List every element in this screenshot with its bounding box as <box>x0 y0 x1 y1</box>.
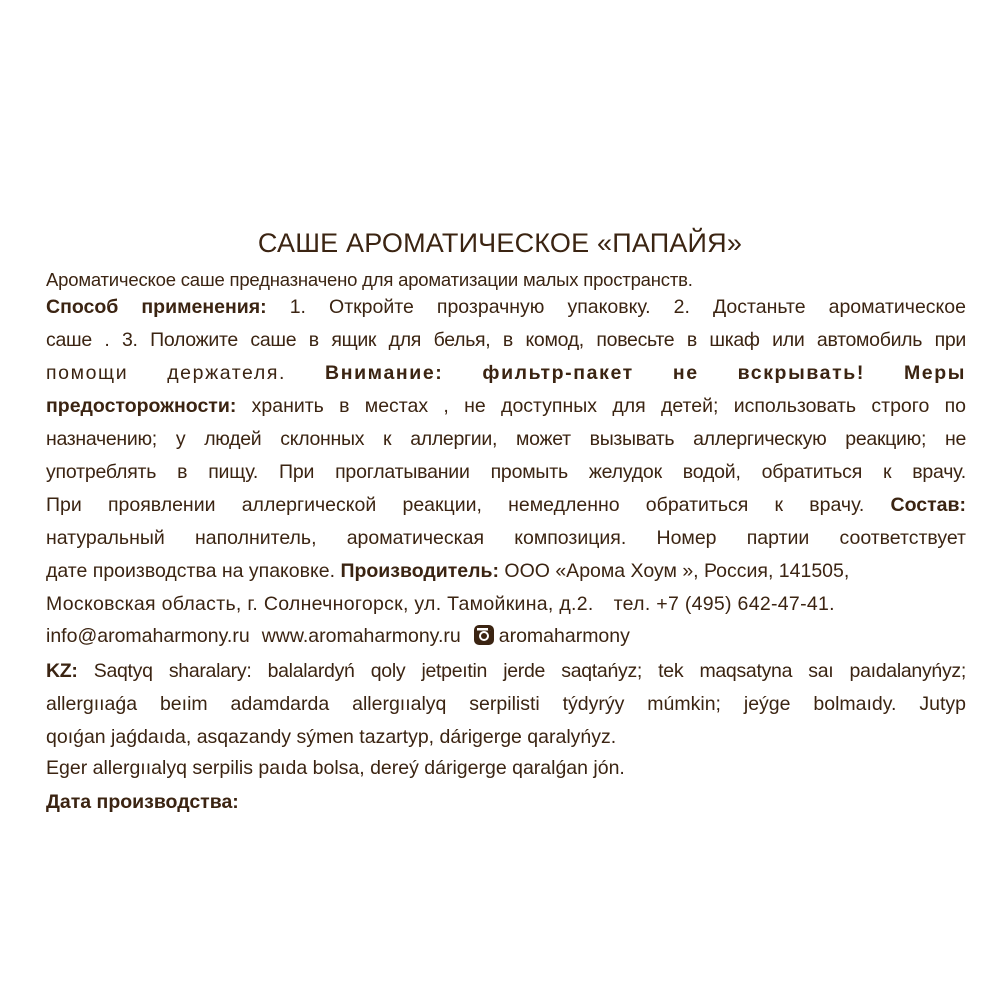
manufacturer-line-2: Московская область, г. Солнечногорск, ул. Тамойкина, д.2. тел. +7 (495) 642-47-41. <box>46 593 835 615</box>
warning-line-2: назначению; у людей склонных к аллергии, может вызывать аллергическую реакцию; не <box>46 428 966 450</box>
warning-line-1: предосторожности: хранить в местах , не доступных для детей; использовать строго по <box>46 395 966 417</box>
kz-line-1: KZ: Saqtyq sharalary: balalardyń qoly jetpeıtin jerde saqtańyz; tek maqsatyna saı paıdalanyńyz; <box>46 660 966 682</box>
page-title: САШЕ АРОМАТИЧЕСКОЕ «ПАПАЙЯ» <box>257 228 743 258</box>
usage-line-2: саше . 3. Положите саше в ящик для белья, в комод, повесьте в шкаф или автомобиль при <box>46 329 966 351</box>
instagram-icon <box>473 624 495 646</box>
composition-line-2: дате производства на упаковке. Производитель: ООО «Арома Хоум », Россия, 141505, <box>46 560 850 582</box>
contacts-line <box>46 624 966 648</box>
kz-label: KZ: <box>46 660 78 682</box>
warning-heading-2: предосторожности: <box>46 395 237 417</box>
instagram-handle[interactable]: aromaharmony <box>498 625 630 647</box>
intro-text: Ароматическое саше предназначено для ароматизации малых пространств. <box>46 269 693 290</box>
phone-number: тел. +7 (495) 642-47-41. <box>613 593 835 615</box>
kz-line-4: Eger allergııalyq serpilis paıda bolsa, dereý dárigerge qaralǵan jón. <box>46 757 625 779</box>
website-link[interactable]: www.aromaharmony.ru <box>261 625 461 647</box>
warning-line-4: При проявлении аллергической реакции, немедленно обратиться к врачу. Состав: <box>46 494 966 516</box>
email-link[interactable]: info@aromaharmony.ru <box>46 625 250 647</box>
usage-heading: Способ применения: <box>46 296 267 318</box>
composition-line-1: натуральный наполнитель, ароматическая композиция. Номер партии соответствует <box>46 527 966 549</box>
warning-heading: Внимание: фильтр-пакет не вскрывать! Меры <box>325 362 966 384</box>
manufacturer-heading: Производитель: <box>340 560 499 582</box>
composition-heading: Состав: <box>890 494 966 516</box>
production-date-label: Дата производства: <box>46 791 239 813</box>
warning-line-3: употреблять в пищу. При проглатывании промыть желудок водой, обратиться к врачу. <box>46 461 966 483</box>
usage-line-3: помощи держателя. Внимание: фильтр-пакет не вскрывать! Меры <box>46 362 966 384</box>
kz-line-2: allergııaǵa beıim adamdarda allergııalyq serpilisti týdyrýy múmkin; jeýge bolmaıdy. Jutyp <box>46 693 966 715</box>
kz-line-3: qoıǵan jaǵdaıda, asqazandy sýmen tazartyp, dárigerge qaralyńyz. <box>46 726 617 748</box>
usage-line-1: Способ применения: 1. Откройте прозрачную упаковку. 2. Достаньте ароматическое <box>46 296 966 318</box>
